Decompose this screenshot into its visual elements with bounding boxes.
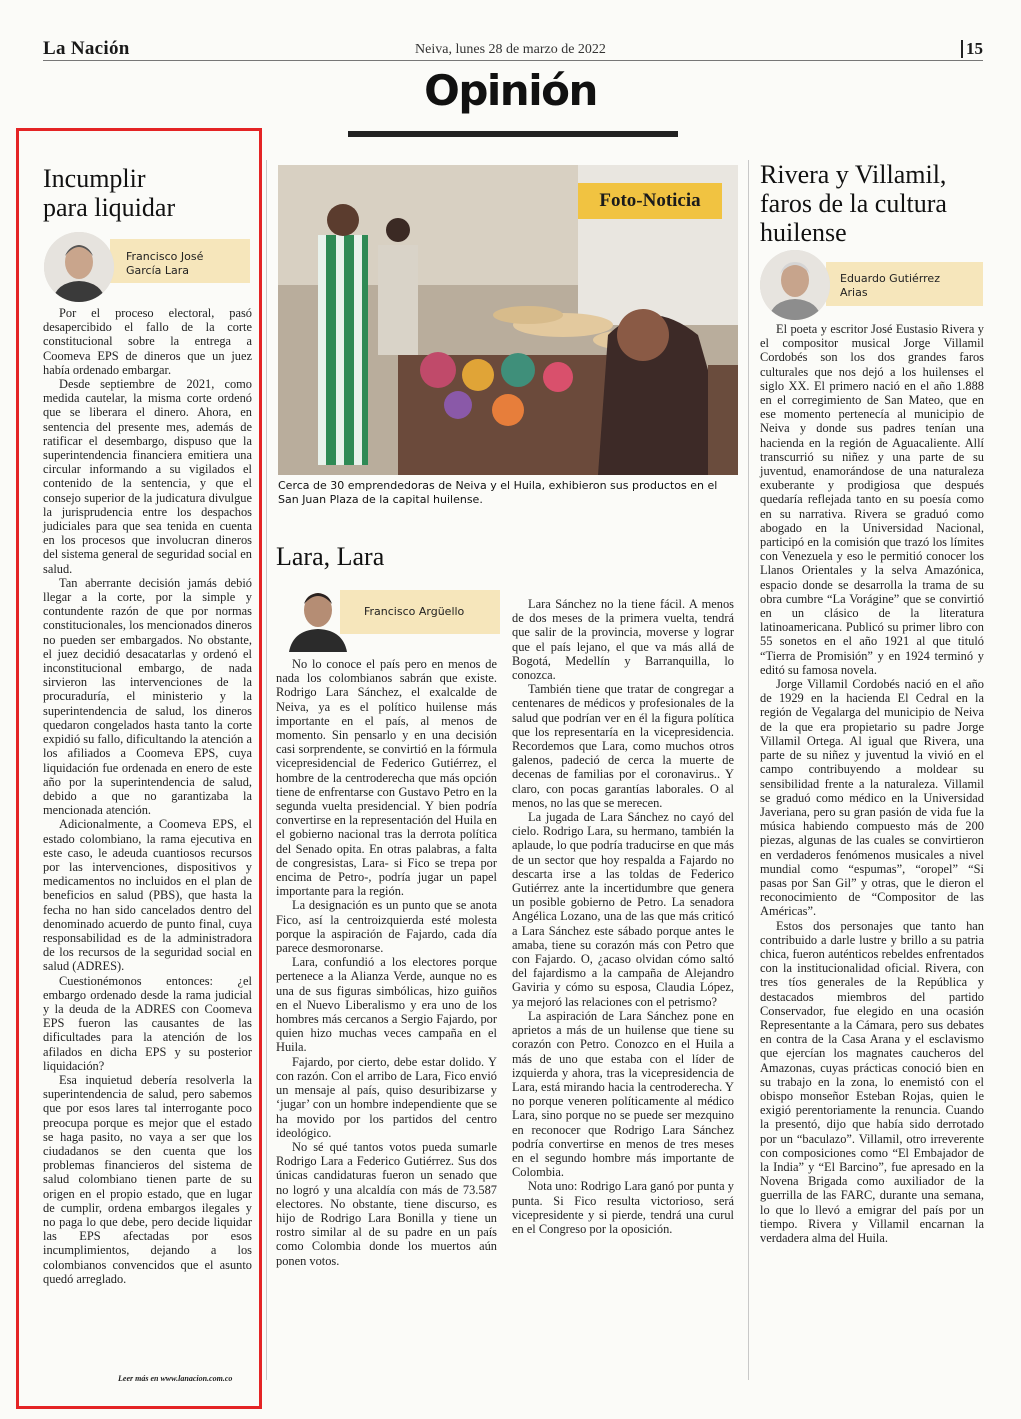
article1-title-line1: Incumplir xyxy=(43,164,146,193)
article1-headline xyxy=(43,164,248,222)
article1-body xyxy=(43,306,252,1286)
article1-paragraph: Desde septiembre de 2021, como medida cautelar, la misma corte ordenó que se liberara el dinero. Ahora, en sentencia del presente mes, además de ratificar el desembargo, dispuso que la superintendencia financiera emitiera una circular informando a su vigilados el contenido de la sentencia, y que el consejo superior de la judicatura divulgue la jurisprudencia entre los despachos judiciales para que sea tenida en cuenta en los procesos que involucran dineros del sistema general de seguridad social en salud. xyxy=(43,377,252,576)
article1-author-box xyxy=(110,239,250,283)
article3-title-line3: huilense xyxy=(760,218,847,247)
photo-caption: Cerca de 30 emprendedoras de Neiva y el Huila, exhibieron sus productos en el San Juan Plaza de la capital huilense. xyxy=(278,479,718,506)
article2-paragraph: Nota uno: Rodrigo Lara ganó por punta y punta. Si Fico resulta victorioso, será vicepresidente y si pierde, tendrá una curul en el Congreso por la oposición. xyxy=(512,1179,734,1236)
article3-author-box xyxy=(826,262,983,306)
article3-author-line1: Eduardo Gutiérrez xyxy=(840,272,940,285)
section-title: Opinión xyxy=(424,66,597,115)
article2-author: Francisco Argüello xyxy=(364,605,465,618)
author1-portrait-icon xyxy=(44,232,114,302)
author2-photo xyxy=(285,582,351,652)
author2-portrait-icon xyxy=(285,582,351,652)
author1-photo xyxy=(44,232,114,302)
article2-column2 xyxy=(512,597,734,1236)
author3-photo xyxy=(760,250,830,320)
article1-paragraph: Por el proceso electoral, pasó desapercibido el fallo de la corte constitucional sobre la entrega a Coomeva EPS de dineros que un juez había ordenado embargar. xyxy=(43,306,252,377)
newspaper-logo: La Nación xyxy=(43,38,130,59)
issue-date: Neiva, lunes 28 de marzo de 2022 xyxy=(415,42,606,57)
article2-paragraph: La jugada de Lara Sánchez no cayó del cielo. Rodrigo Lara, su hermano, también la aplaude, lo que podría traducirse en que más de un sector que hoy respalda a Fajardo no descarta irse a las toldas de Federico Gutiérrez ante la incertidumbre que genera un posible gobierno de Petro. La senadora Angélica Lozano, una de las que más criticó a Lara Sánchez este sábado porque antes le amaba, tiene su corazón más con Petro que con Fajardo. O, ¿acaso olvidan cómo saltó del fajardismo a la campaña de Alejandro Gaviria y cómo su esposa, Claudia López, ya mejoró las relaciones con el petrismo? xyxy=(512,810,734,1009)
article2-paragraph: También tiene que tratar de congregar a centenares de médicos y profesionales de la salud que podrían ver en él la figura política que los representaría en la vicepresidencia. Recordemos que Lara, como muchos otros galenos, padeció de cerca la muerte de decenas de familias por el coronavirus.. Y claro, con pocas garantías laborales. O al menos, no las que se merecen. xyxy=(512,682,734,810)
read-more-link[interactable]: Leer más en www.lanacion.com.co xyxy=(118,1374,233,1383)
article2-paragraph: Lara, confundió a los electores porque pertenece a la Alianza Verde, aunque no es una de sus figuras simbólicas, hizo guiños en el Nuevo Liberalismo y era uno de los hombres más cercanos a Sergio Fajardo, por quien hizo muchas veces campaña en el Huila. xyxy=(276,955,497,1055)
article1-author-line2: García Lara xyxy=(126,264,190,277)
column-divider xyxy=(748,160,749,1380)
header-rule xyxy=(43,60,983,61)
article1-paragraph: Cuestionémonos entonces: ¿el embargo ordenado desde la rama judicial y la deuda de la ADRES con Coomeva EPS fueron las causantes de las dificultades para la atención de los afilados en dicha EPS y su posterior liquidación? xyxy=(43,973,252,1073)
article2-paragraph: La designación es un punto que se anota Fico, así la centroizquierda esté molesta porque la aspiración de Fajardo, cada día parece desmoronarse. xyxy=(276,898,497,956)
page-number: 15 xyxy=(961,40,983,58)
column-divider xyxy=(266,160,267,1380)
article2-paragraph: No lo conoce el país pero en menos de nada los colombianos sabrán que existe. Rodrigo Lara Sánchez, el exalcalde de Neiva, ya es el político huilense más importante en el país, al menos de momento. Sin pensarlo y en una decisión casi sorprendente, se convirtió en la fórmula vicepresidencial de Federico Gutiérrez, el hombre de la centroderecha que más opción tiene de enfrentarse con Gustavo Petro en la segunda vuelta presidencial. Y bien podría convertirse en la representación del Huila en el gobierno nacional tras la derrota política del Senado opita. En otras palabras, a falta de congresistas, Lara- si Fico se trepa por encima de Petro-, podría jugar un papel importante para la región. xyxy=(276,657,497,899)
article2-paragraph: La aspiración de Lara Sánchez pone en aprietos a más de un huilense que tiene su corazón con Petro. Conozco en el Huila a más de uno que estaba con el líder de izquierda y ahora, tras la vicepresidencia de Lara, está mirando hacia la centroderecha. Y no porque veneren políticamente al médico Lara, sino porque no se puede ser mezquino en reconocer que Rodrigo Lara Sánchez podría convertirse en menos de tres meses en el segundo hombre más importante de Colombia. xyxy=(512,1008,734,1180)
article3-headline xyxy=(760,160,1000,247)
article2-paragraph: No sé qué tantos votos pueda sumarle Rodrigo Lara a Federico Gutiérrez. Sus dos únicas candidaturas fueron un senado que no logró y una alcaldía con más de 73.587 electores. No obstante, tiene discurso, es hijo de Rodrigo Lara Bonilla y tiene un rostro similar al de su padre en un país como Colombia donde los muertos aún ponen votos. xyxy=(276,1139,497,1268)
article2-paragraph: Lara Sánchez no la tiene fácil. A menos de dos meses de la primera vuelta, tendrá que salir de la provincia, moverse y lograr que el país lejano, el que va más allá de Bogotá, Medellín y Barranquilla, lo conozca. xyxy=(512,597,734,683)
article3-body xyxy=(760,322,984,1245)
article2-headline: Lara, Lara xyxy=(276,542,385,571)
article2-author-box xyxy=(340,590,500,634)
section-underline xyxy=(348,131,678,137)
article2-paragraph: Fajardo, por cierto, debe estar dolido. Y con razón. Con el arribo de Lara, Fico envió un mensaje al país, quiso desuribizarse y ‘jugar’ con un hombre independiente que se ha movido por los partidos del centro ideológico. xyxy=(276,1054,497,1140)
article3-title-line2: faros de la cultura xyxy=(760,189,947,218)
article1-author-line1: Francisco José xyxy=(126,250,204,263)
article1-paragraph: Esa inquietud debería resolverla la superintendencia de salud, pero sabemos que por esos lares tal interrogante poco preocupa porque es mejor que el estado se haga pasito, no vaya a ser que los ciudadanos se den cuenta que los problemas financieros del sistema de salud colombiano tienen parte de su origen en el propio estado, que en lugar de cumplir, ordena embargos ilegales y no paga lo que debe, pero decide liquidar las EPS afectadas por esos incumplimientos, dejando a los colombianos convencidos que el asunto quedó arreglado. xyxy=(43,1072,252,1286)
article3-author xyxy=(840,272,940,300)
article1-author xyxy=(126,250,203,278)
article1-title-line2: para liquidar xyxy=(43,193,176,222)
article3-paragraph: Jorge Villamil Cordobés nació en el año de 1929 en la hacienda El Cedral en la región de Vegalarga del municipio de Neiva de la que era propietario su padre Jorge Villamil Ortega. Al igual que Rivera, una parte de su niñez y juventud la vivió en el campo contribuyendo a moldear su sensibilidad frente a la naturaleza. Villamil se graduó como médico en la Universidad Javeriana, pero su gran pasión de vida fue la música habiendo compuesto más de 200 piezas, algunas de las cuales se convirtieron en verdaderos fenómenos musicales a nivel mundial como “espumas”, “oropel” “Si pasas por San Gil” y otras, que le dieron el reconocimiento de “Compositor de las Américas”. xyxy=(760,677,984,919)
article1-paragraph: Tan aberrante decisión jamás debió llegar a la corte, por la simple y contundente razón de que por normas constitucionales, los mencionados dineros no pueden ser embargados. No obstante, el juez decidió desacatarlas y ordenó el inconstitucional embargo, de nada sirvieron las intervenciones de la procuraduría, el ministerio y la superintendencia de salud, los dineros quedaron congelados hasta tanto la corte expidió su fallo, dificultando la atención a los afiliados a Coomeva EPS, cuya liquidación fue ordenada en enero de este año por la superintendencia de salud, debido a que no garantizaba la mencionada atención. xyxy=(43,575,252,818)
article2-column1 xyxy=(276,657,497,1268)
article1-paragraph: Adicionalmente, a Coomeva EPS, el estado colombiano, la rama ejecutiva en este caso, le adeuda cuantiosos recursos por las intervenciones, dispositivos y medicamentos no incluidos en el plan de beneficios en salud (PBS), que hasta la fecha no han sido cancelados dentro del denominado acuerdo de punto final, cuya responsabilidad es de la administradora de los recursos de la seguridad social en salud (ADRES). xyxy=(43,817,252,974)
author3-portrait-icon xyxy=(760,250,830,320)
photo-news-badge: Foto-Noticia xyxy=(578,183,722,219)
article3-title-line1: Rivera y Villamil, xyxy=(760,160,947,189)
article3-paragraph: El poeta y escritor José Eustasio Rivera y el compositor musical Jorge Villamil Cordobés son los dos grandes faros culturales que nos dejó a los huilenses el siglo XX. El primero nació en el año 1.888 en el corregimiento de San Mateo, que en ese momento pertenecía al municipio de Neiva y donde sus padres tenían una hacienda en la región de Aguacaliente. Allí transcurrió su niñez y una parte de su juventud, enamorándose de una naturaleza exuberante y prodigiosa que después quedaría reflejada tanto en su poesía como en su narrativa. Rivera se graduó como abogado en la Universidad Nacional, participó en la comisión que trazó los límites con Venezuela y eso le permitió conocer los Llanos Orientales y la selva Amazónica, espacio donde se desarrolla la trama de su obra cumbre “La Vorágine” que se convirtió en un clásico de la literatura latinoamericana. Publicó su primer libro con 55 sonetos en el año 1921 al que tituló “Tierra de Promisión” y en 1924 terminó y editó su famosa novela. xyxy=(760,322,984,677)
article3-author-line2: Arias xyxy=(840,286,868,299)
article3-paragraph: Estos dos personajes que tanto han contribuido a darle lustre y brillo a su patria chica, fueron auténticos rebeldes enfrentados con la institucionalidad oficial. Rivera, con tres tíos generales de la República y destacados miembros del partido Conservador, fue elegido en una ocasión Representante a la Cámara, pero sus debates en contra de la Casa Arana y el esclavismo que ejercían los magnates caucheros del Amazonas, cuyas prácticas conoció bien en su trabajo en la zona, lo enemistó con el obispo monseñor Esteban Rojas, quien le exigió perentoriamente la renuncia. Cuando la presentó, dijo que había sido derrotado por un “baculazo”. Villamil, otro irreverente con composiciones como “El Embajador de la India” y “El Barcino”, fue apresado en la Novena Brigada como auxiliador de la guerrilla de las FARC, durante una semana, lo que lo llevó a emigrar del país por un tiempo. Rivera y Villamil encarnan la verdadera alma del Huila. xyxy=(760,918,984,1245)
